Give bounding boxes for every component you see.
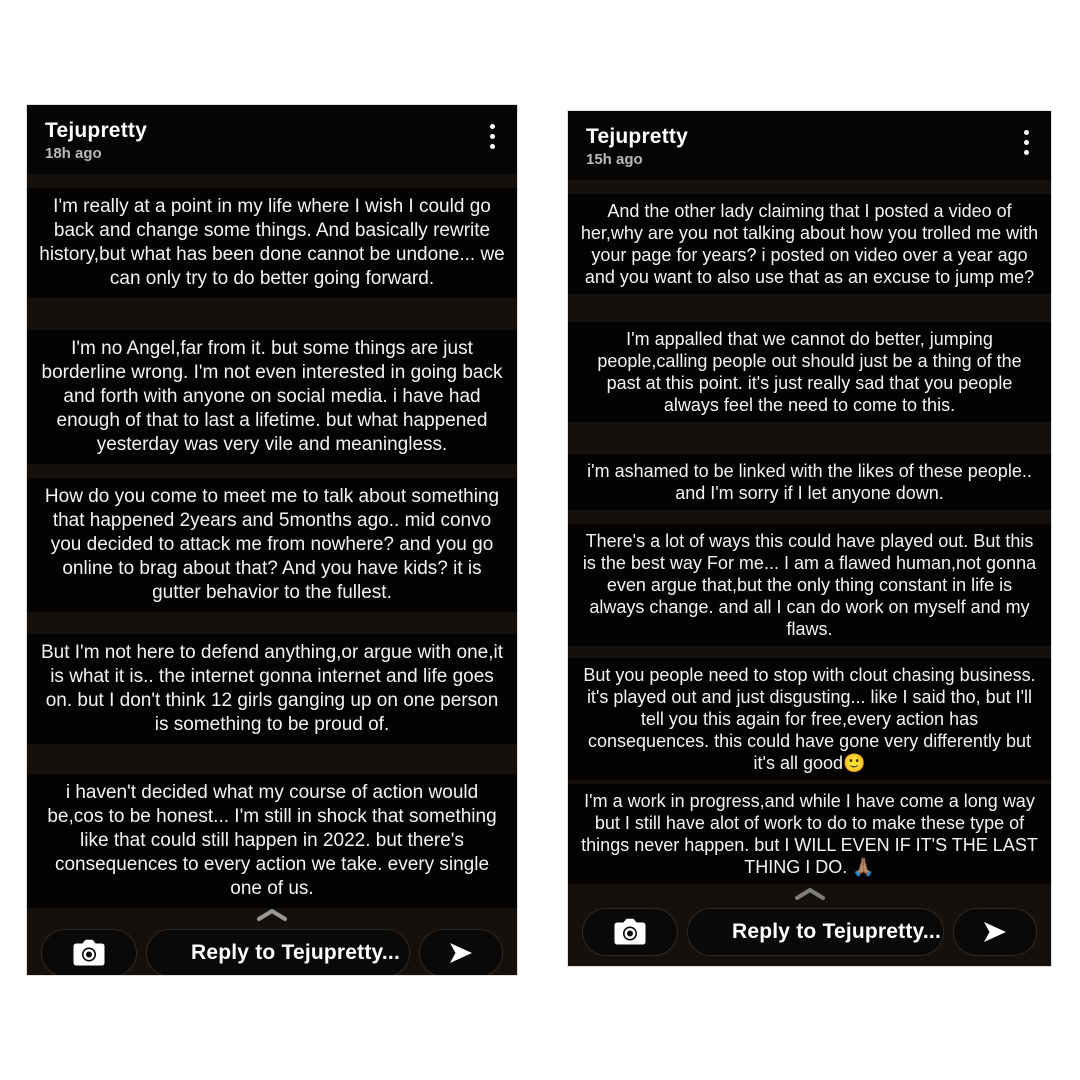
camera-icon xyxy=(72,939,106,967)
kebab-menu-icon[interactable] xyxy=(1020,124,1033,161)
story-text-paragraph: But I'm not here to defend anything,or argue with one,it is what it is.. the internet gonna internet and life goes on. but I don't think 12 girls ganging up on one person is something to be proud of. xyxy=(27,634,517,744)
reply-input[interactable] xyxy=(687,908,944,956)
story-text-paragraph: How do you come to meet me to talk about something that happened 2years and 5months ago.. mid convo you decided to attack me from nowhere? and you go online to brag about that? And you have kids? it is gutter behavior to the fullest. xyxy=(27,478,517,612)
story-text-paragraph: I'm a work in progress,and while I have come a long way but I still have alot of work to do to make these type of things never happen. but I WILL EVEN IF IT'S THE LAST THING I DO. 🙏🏽 xyxy=(568,784,1051,884)
camera-icon xyxy=(613,918,647,946)
story-panel-left xyxy=(27,105,517,975)
author-block xyxy=(45,118,147,164)
story-text-paragraph: And the other lady claiming that I posted a video of her,why are you not talking about how you trolled me with your page for years? i posted on video over a year ago and you want to also use that as an excuse to jump me? xyxy=(568,194,1051,294)
send-button[interactable] xyxy=(419,929,503,975)
reply-bar xyxy=(582,908,1037,956)
timestamp: 15h ago xyxy=(586,151,643,168)
story-text-paragraph: I'm really at a point in my life where I wish I could go back and change some things. And basically rewrite history,but what has been done cannot be undone... we can only try to do better going forward. xyxy=(27,188,517,298)
send-arrow-icon xyxy=(448,941,474,965)
author-block xyxy=(586,124,688,170)
story-header xyxy=(27,105,517,174)
reply-placeholder: Reply to Tejupretty... xyxy=(732,920,941,943)
camera-button[interactable] xyxy=(41,929,137,975)
story-panel-right xyxy=(568,111,1051,966)
story-header xyxy=(568,111,1051,180)
story-text-paragraph: There's a lot of ways this could have played out. But this is the best way For me... I am a flawed human,not gonna even argue that,but the only thing constant in life is always change. and all I can do work on myself and my flaws. xyxy=(568,524,1051,646)
reply-placeholder: Reply to Tejupretty... xyxy=(191,941,400,964)
story-text-paragraph: I'm no Angel,far from it. but some things are just borderline wrong. I'm not even interested in going back and forth with anyone on social media. i have had enough of that to last a lifetime. but what happened yesterday was very vile and meaningless. xyxy=(27,330,517,464)
camera-button[interactable] xyxy=(582,908,678,956)
reply-area xyxy=(27,908,517,975)
kebab-menu-icon[interactable] xyxy=(486,118,499,155)
story-text-paragraph: i haven't decided what my course of action would be,cos to be honest... I'm still in shock that something like that could still happen in 2022. but there's consequences to every action we take. every single one of us. xyxy=(27,774,517,908)
reply-bar xyxy=(41,929,503,975)
username: Tejupretty xyxy=(45,119,147,142)
story-text-paragraph: i'm ashamed to be linked with the likes of these people.. and I'm sorry if I let anyone down. xyxy=(568,454,1051,510)
timestamp: 18h ago xyxy=(45,145,102,162)
username: Tejupretty xyxy=(586,125,688,148)
chevron-up-icon xyxy=(568,887,1051,900)
chevron-up-icon[interactable] xyxy=(41,908,503,921)
send-button[interactable] xyxy=(953,908,1037,956)
story-text-paragraph: I'm appalled that we cannot do better, jumping people,calling people out should just be a thing of the past at this point. it's just really sad that you people always feel the need to come to this. xyxy=(568,322,1051,422)
reply-input[interactable] xyxy=(146,929,410,975)
send-arrow-icon xyxy=(982,920,1008,944)
story-text-paragraph: But you people need to stop with clout chasing business. it's played out and just disgusting... like I said tho, but I'll tell you this again for free,every action has consequences. this could have gone very differently but it's all good🙂 xyxy=(568,658,1051,780)
reply-area xyxy=(568,902,1051,966)
